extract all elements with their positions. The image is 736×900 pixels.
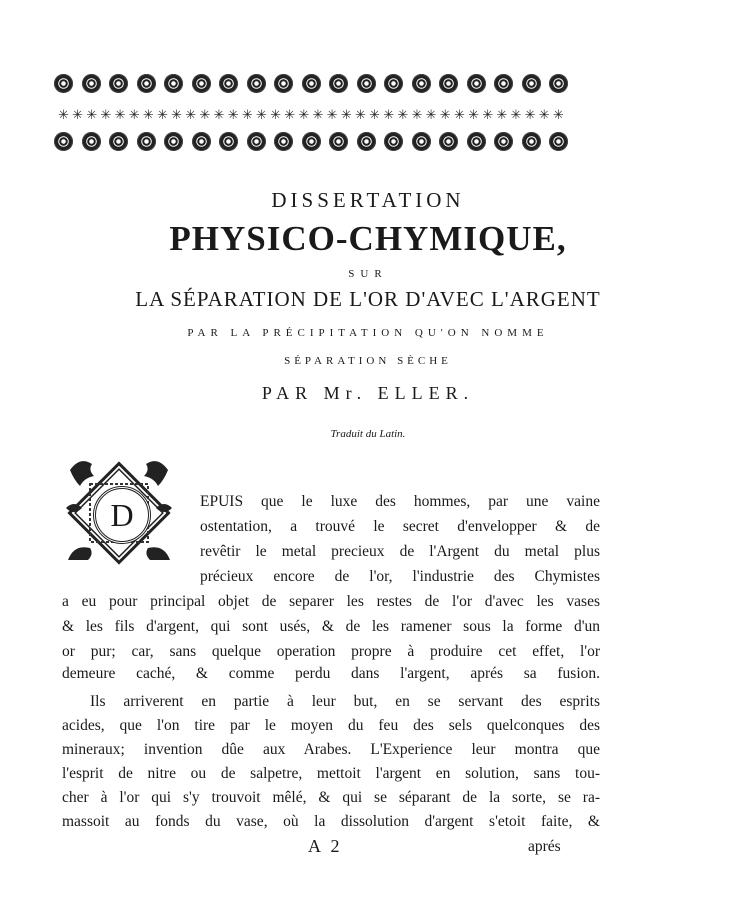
text-line: Ils arriverent en partie à leur but, en se servant des esprits (90, 693, 600, 710)
decorated-initial (60, 448, 178, 566)
star-ornament-icon: ✳ (72, 107, 84, 122)
flower-ornament-icon (302, 74, 321, 93)
flower-ornament-icon (549, 74, 568, 93)
star-ornament-icon: ✳ (411, 107, 423, 122)
star-ornament-icon: ✳ (510, 107, 522, 122)
star-ornament-icon: ✳ (213, 107, 225, 122)
flower-ornament-icon (439, 74, 458, 93)
flower-ornament-icon (412, 74, 431, 93)
star-ornament-icon: ✳ (312, 107, 324, 122)
star-ornament-icon: ✳ (369, 107, 380, 122)
flower-ornament-icon (192, 132, 211, 151)
star-ornament-icon: ✳ (241, 107, 253, 122)
flower-ornament-icon (219, 74, 238, 93)
page-signature: A 2 (308, 836, 343, 856)
star-ornament-icon: ✳ (227, 107, 239, 122)
star-ornament-icon: ✳ (453, 107, 465, 122)
text-line: l'esprit de nitre ou de salpetre, mettoit l'argent en solution, sans tou- (62, 765, 600, 782)
star-ornament-icon: ✳ (340, 107, 352, 122)
star-ornament-icon: ✳ (468, 107, 479, 122)
star-ornament-icon: ✳ (482, 107, 494, 122)
text-line: cher à l'or qui s'y trouvoit mêlé, & qui se séparant de la sorte, se ra- (62, 789, 600, 806)
star-ornament-icon: ✳ (270, 107, 282, 122)
flower-ornament-icon (384, 74, 403, 93)
text-line: demeure caché, & comme perdu dans l'argent, aprés sa fusion. (62, 665, 600, 682)
ornament-star-row (54, 108, 568, 121)
star-ornament-icon: ✳ (58, 107, 69, 122)
flower-ornament-icon (494, 132, 513, 151)
star-ornament-icon: ✳ (439, 107, 451, 122)
initial-letter: D (93, 486, 151, 544)
flower-ornament-icon (109, 132, 128, 151)
title-method-name: SÉPARATION SÈCHE (284, 355, 452, 367)
flower-ornament-icon (302, 132, 321, 151)
star-ornament-icon: ✳ (156, 107, 168, 122)
flower-ornament-icon (219, 132, 238, 151)
text-line: précieux encore de l'or, l'industrie des Chymistes (200, 568, 600, 585)
star-ornament-icon: ✳ (171, 107, 183, 122)
star-ornament-icon: ✳ (425, 107, 437, 122)
flower-ornament-icon (82, 132, 101, 151)
title-dissertation: DISSERTATION (271, 188, 465, 212)
flower-ornament-icon (274, 74, 293, 93)
text-line: a eu pour principal objet de separer les restes de l'or d'avec les vases (62, 593, 600, 610)
flower-ornament-icon (137, 74, 156, 93)
text-line: mineraux; invention dûe aux Arabes. L'Experience leur montra que (62, 741, 600, 758)
title-subject: LA SÉPARATION DE L'OR D'AVEC L'ARGENT (135, 287, 601, 311)
star-ornament-icon: ✳ (383, 107, 395, 122)
text-line: ostentation, a trouvé le secret d'envelopper & de (200, 518, 600, 535)
flower-ornament-icon (137, 132, 156, 151)
star-ornament-icon: ✳ (298, 107, 310, 122)
flower-ornament-icon (522, 132, 541, 151)
catchword: aprés (528, 838, 561, 855)
text-line: & les fils d'argent, qui sont usés, & de les ramener sous la forme d'un (62, 618, 600, 635)
flower-ornament-icon (329, 132, 348, 151)
star-ornament-icon: ✳ (86, 107, 98, 122)
flower-ornament-icon (384, 132, 403, 151)
ornamental-headpiece (54, 66, 568, 166)
star-ornament-icon: ✳ (100, 107, 112, 122)
flower-ornament-icon (329, 74, 348, 93)
flower-ornament-icon (192, 74, 211, 93)
star-ornament-icon: ✳ (552, 107, 564, 122)
translation-note: Traduit du Latin. (330, 428, 406, 440)
star-ornament-icon: ✳ (255, 107, 267, 122)
star-ornament-icon: ✳ (284, 107, 296, 122)
flower-ornament-icon (164, 74, 183, 93)
star-ornament-icon: ✳ (185, 107, 197, 122)
flower-ornament-icon (549, 132, 568, 151)
ornament-flower-row-top (54, 74, 568, 93)
text-line: massoit au fonds du vase, où la dissolution d'argent s'etoit faite, & (62, 813, 600, 830)
flower-ornament-icon (109, 74, 128, 93)
flower-ornament-icon (439, 132, 458, 151)
star-ornament-icon: ✳ (538, 107, 550, 122)
ornament-flower-row-bottom (54, 132, 568, 151)
flower-ornament-icon (467, 74, 486, 93)
title-sur: SUR (348, 268, 388, 280)
star-ornament-icon: ✳ (354, 107, 366, 122)
flower-ornament-icon (494, 74, 513, 93)
flower-ornament-icon (164, 132, 183, 151)
flower-ornament-icon (357, 132, 376, 151)
title-main: PHYSICO-CHYMIQUE, (169, 219, 567, 258)
star-ornament-icon: ✳ (524, 107, 536, 122)
title-author: PAR Mr. ELLER. (261, 383, 475, 403)
star-ornament-icon: ✳ (128, 107, 140, 122)
flower-ornament-icon (247, 132, 266, 151)
star-ornament-icon: ✳ (114, 107, 126, 122)
flower-ornament-icon (54, 74, 73, 93)
text-line: or pur; car, sans quelque operation propre à produire cet effet, l'or (62, 643, 600, 660)
star-ornament-icon: ✳ (142, 107, 154, 122)
text-line: EPUIS que le luxe des hommes, par une vaine (200, 493, 600, 510)
flower-ornament-icon (82, 74, 101, 93)
flower-ornament-icon (357, 74, 376, 93)
star-ornament-icon: ✳ (496, 107, 508, 122)
text-line: revêtir le metal precieux de l'Argent du metal plus (200, 543, 600, 560)
star-ornament-icon: ✳ (199, 107, 211, 122)
flower-ornament-icon (522, 74, 541, 93)
star-ornament-icon: ✳ (326, 107, 338, 122)
flower-ornament-icon (247, 74, 266, 93)
text-line: acides, que l'on tire par le moyen du feu des sels quelconques des (62, 717, 600, 734)
flower-ornament-icon (54, 132, 73, 151)
title-method: PAR LA PRÉCIPITATION QU'ON NOMME (187, 327, 549, 339)
flower-ornament-icon (274, 132, 293, 151)
flower-ornament-icon (412, 132, 431, 151)
flower-ornament-icon (467, 132, 486, 151)
star-ornament-icon: ✳ (397, 107, 409, 122)
